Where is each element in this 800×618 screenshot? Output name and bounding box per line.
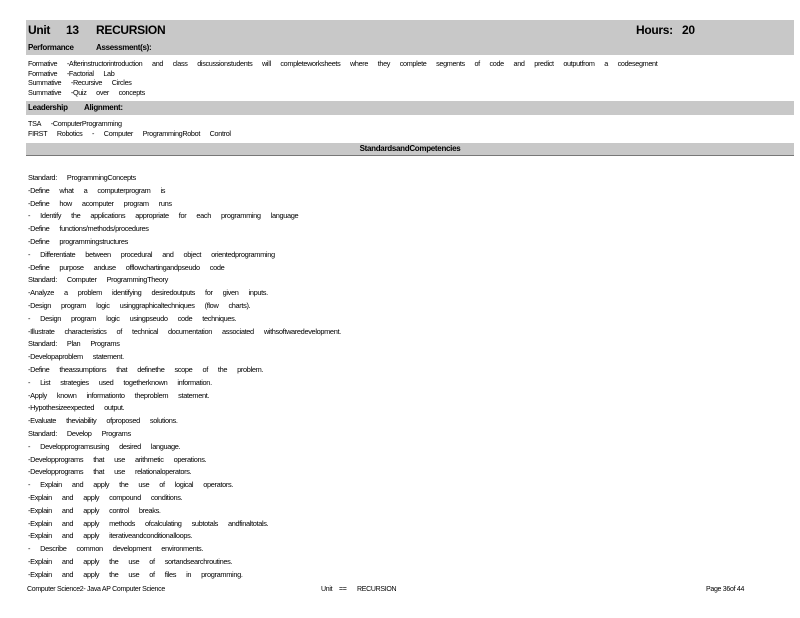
performance-label: Performance xyxy=(28,43,74,52)
standard-line: Standard: Develop Programs xyxy=(28,428,131,438)
assessment-line: Formative -Factorial Lab xyxy=(28,68,115,78)
footer-page-number: Page 36of 44 xyxy=(706,586,745,593)
standard-line: -Developprograms that use relationaloperators. xyxy=(28,467,192,477)
standards-list xyxy=(26,171,351,582)
performance-assessment-bar xyxy=(26,41,794,55)
hours-value: 20 xyxy=(682,23,695,37)
standard-line: Standard: ProgrammingConcepts xyxy=(28,173,136,182)
standard-line: -Define functions/methods/procedures xyxy=(28,224,149,234)
alignment-label: Alignment: xyxy=(84,103,123,113)
standards-header: StandardsandCompetencies xyxy=(26,143,794,156)
document-page xyxy=(26,20,794,156)
unit-number: 13 xyxy=(66,23,79,37)
hours-label: Hours: xyxy=(636,23,673,37)
unit-label: Unit xyxy=(28,23,51,37)
standard-line: - Describe common development environments. xyxy=(28,544,204,554)
standard-line: - Explain and apply the use of logical operators. xyxy=(28,480,233,490)
standard-line: -Design program logic usinggraphicaltechniques (flow charts). xyxy=(28,300,251,310)
leadership-line: FIRST Robotics - Computer ProgrammingRobot Control xyxy=(28,128,231,138)
standard-line: -Analyze a problem identifying desiredoutputs for given inputs. xyxy=(28,288,268,298)
footer-unit-label: Unit xyxy=(321,586,333,593)
standard-line: -Explain and apply iterativeandconditionalloops. xyxy=(28,531,193,541)
standard-line: Standard: Plan Programs xyxy=(28,339,120,349)
standard-line: - Identify the applications appropriate for each programming language xyxy=(28,211,299,221)
standard-line: -Explain and apply compound conditions. xyxy=(28,492,183,502)
assessment-line: Summative -Quiz over concepts xyxy=(28,87,145,97)
standard-line: - Developprogramsusing desired language. xyxy=(28,441,181,451)
footer-unit-separator: == xyxy=(339,586,347,593)
footer-course: Computer Science2- Java AP Computer Science xyxy=(27,586,165,593)
unit-title-bar xyxy=(26,20,794,41)
standard-line: - Design program logic usingpseudo code techniques. xyxy=(28,313,237,323)
standard-line: -Define programmingstructures xyxy=(28,236,129,246)
footer-unit-name: RECURSION xyxy=(357,586,397,593)
assessment-list xyxy=(26,55,794,101)
standard-line: -Explain and apply the use of files in programming. xyxy=(28,569,243,579)
standard-line: - List strategies used togetherknown information. xyxy=(28,377,212,387)
standard-line: -Hypothesizeexpected output. xyxy=(28,403,125,413)
standard-line: -Developprograms that use arithmetic operations. xyxy=(28,454,207,464)
standard-line: -Explain and apply control breaks. xyxy=(28,505,161,515)
assessment-line: Summative -Recursive Circles xyxy=(28,78,132,88)
standard-line: - Differentiate between procedural and object orientedprogramming xyxy=(28,249,275,259)
page-footer xyxy=(27,586,757,596)
standard-line: -Developaproblem statement. xyxy=(28,352,124,362)
standard-line: -Illustrate characteristics of technical documentation associated withsoftwaredevelopment. xyxy=(28,326,341,336)
unit-title: RECURSION xyxy=(96,23,166,37)
assessment-label: Assessment(s): xyxy=(96,43,152,52)
assessment-line: Formative -Afterinstructorintroduction and class discussionstudents will completeworksheets where they complete segments of code and predict outputfrom a codesegment xyxy=(28,59,658,68)
standard-line: -Explain and apply the use of sortandsearchroutines. xyxy=(28,556,233,566)
leadership-alignment-bar xyxy=(26,101,794,115)
leadership-line: TSA -ComputerProgramming xyxy=(28,119,122,129)
standard-line: Standard: Computer ProgrammingTheory xyxy=(28,275,168,285)
leadership-label: Leadership xyxy=(28,103,68,113)
standard-line: -Define how acomputer program runs xyxy=(28,198,172,208)
leadership-list xyxy=(26,115,794,142)
standard-line: -Evaluate theviability ofproposed solutions. xyxy=(28,416,178,426)
standard-line: -Define theassumptions that definethe scope of the problem. xyxy=(28,364,264,374)
standard-line: -Apply known informationto theproblem statement. xyxy=(28,390,210,400)
standard-line: -Define purpose anduse offlowchartingandpseudo code xyxy=(28,262,225,272)
standard-line: -Explain and apply methods ofcalculating subtotals andfinaltotals. xyxy=(28,518,269,528)
standard-line: -Define what a computerprogram is xyxy=(28,185,166,195)
